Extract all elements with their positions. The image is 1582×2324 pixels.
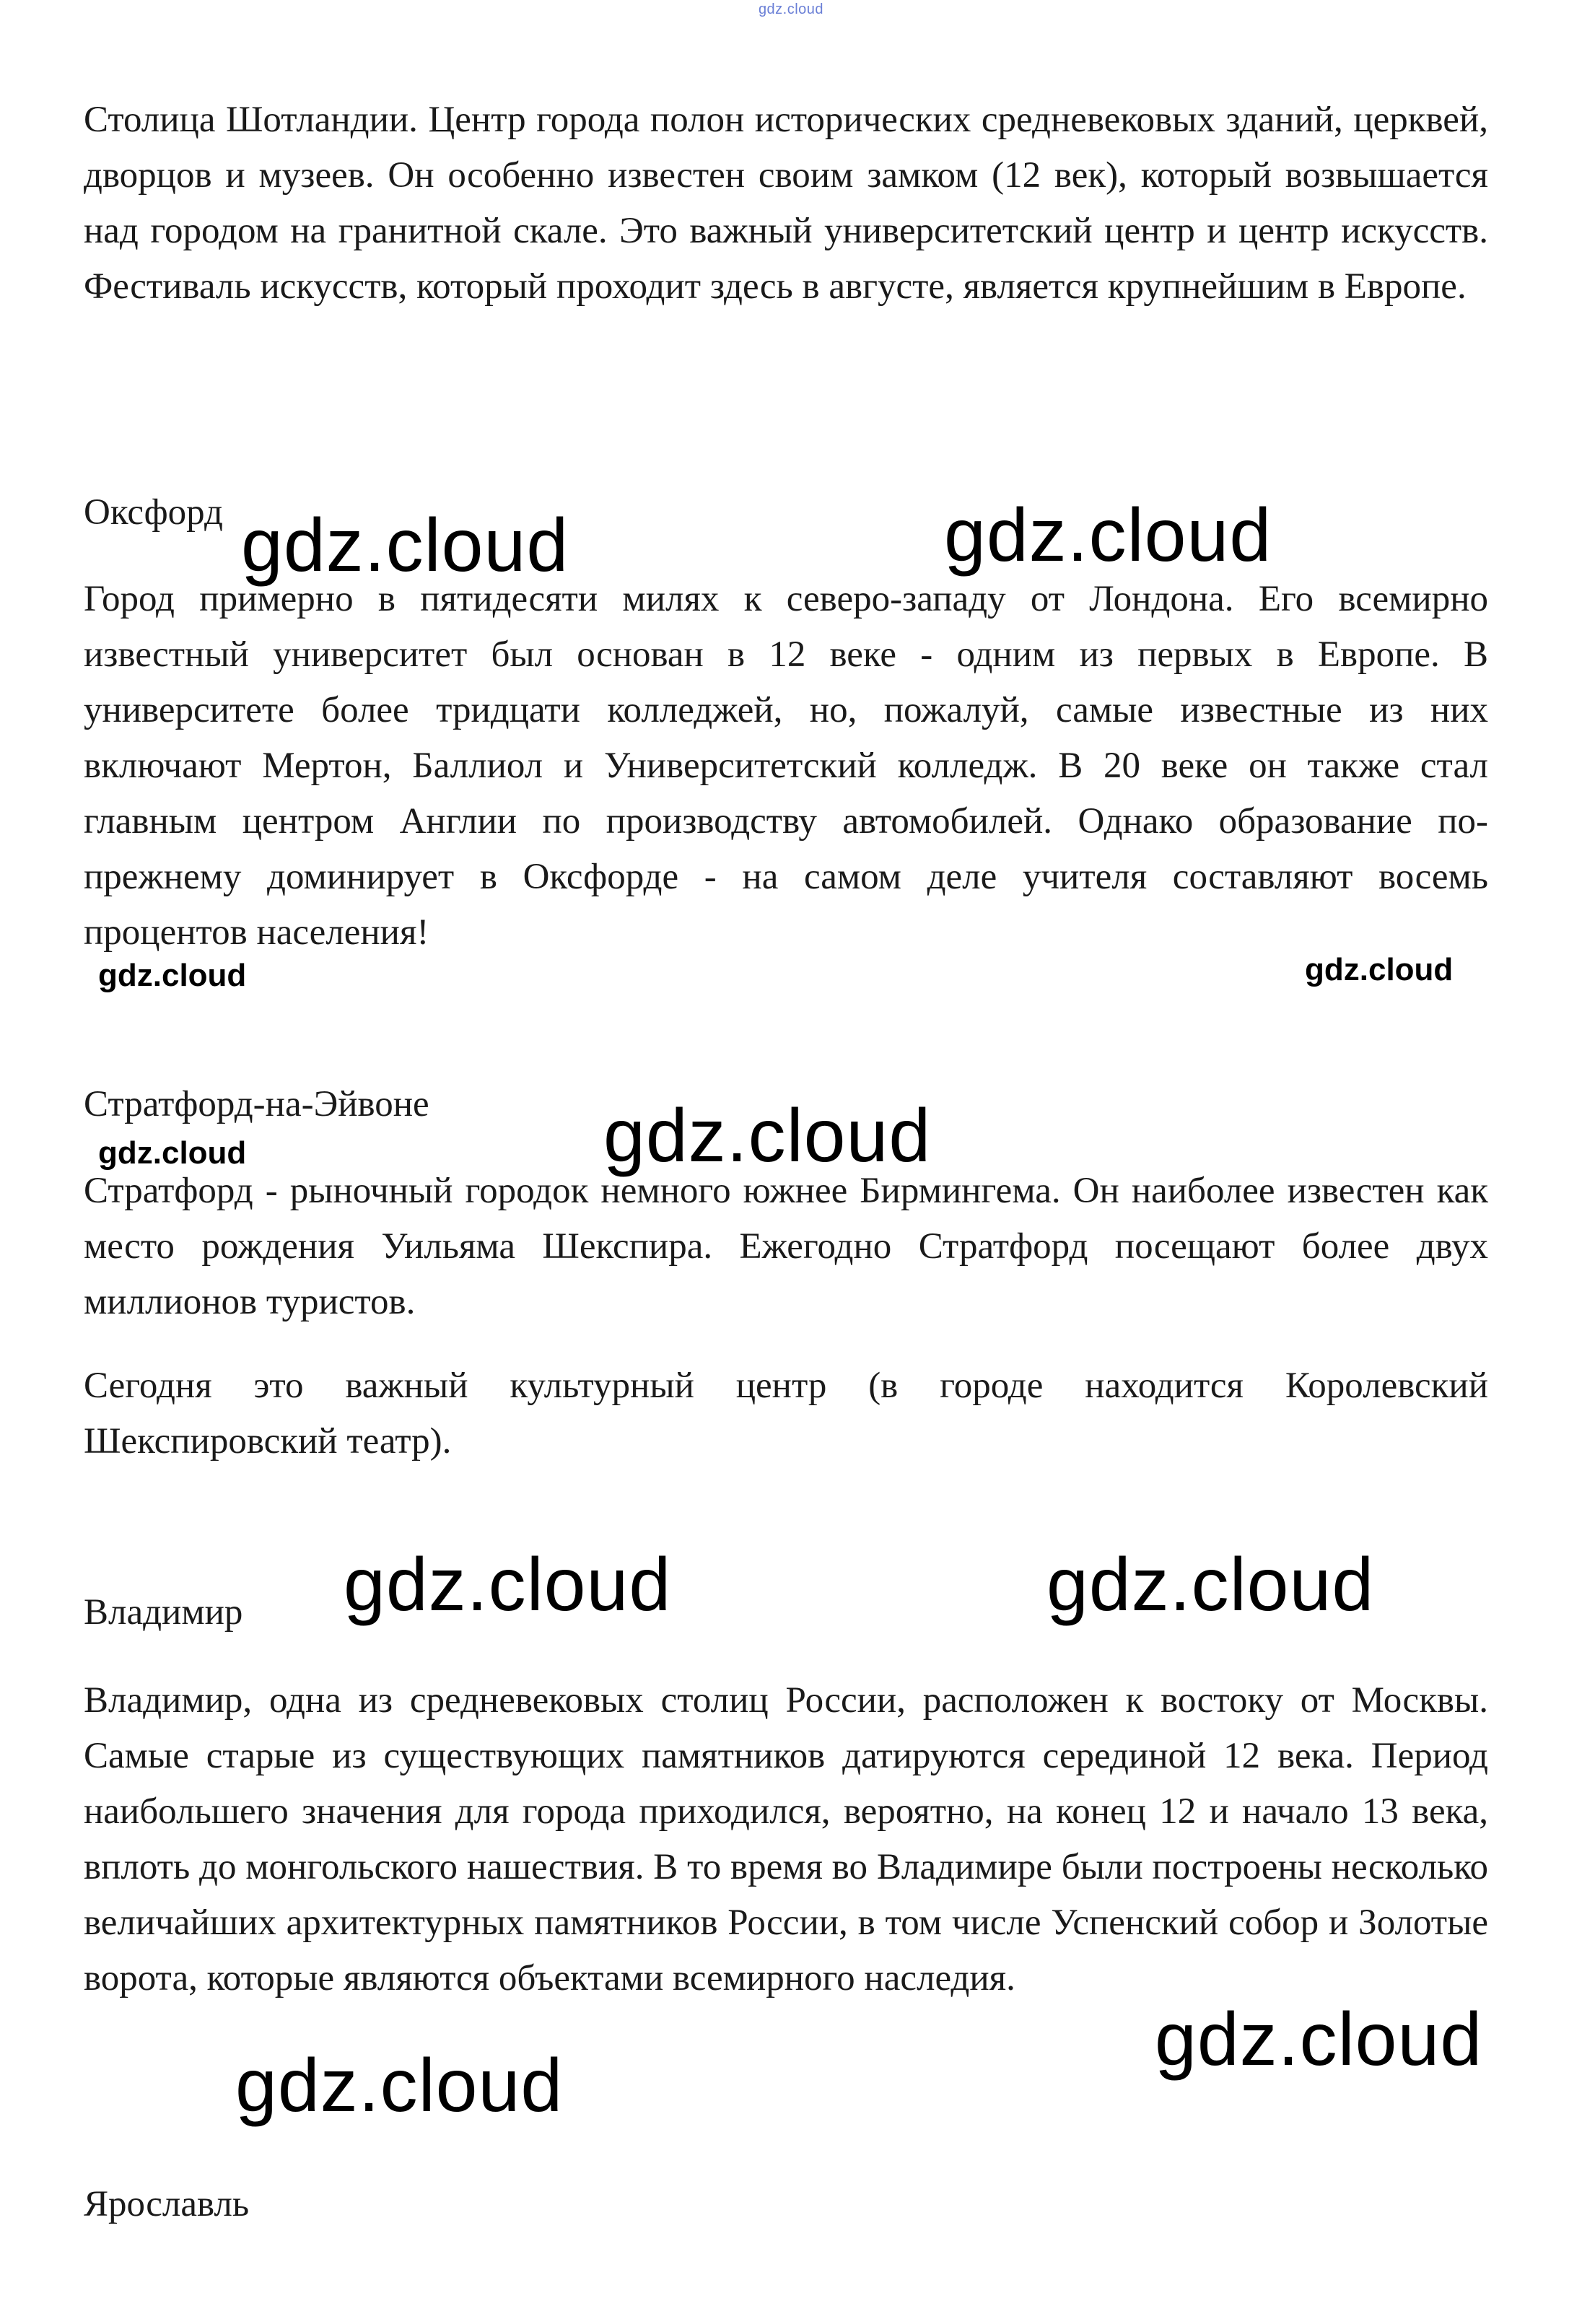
top-watermark: gdz.cloud (758, 1, 824, 17)
watermark: gdz.cloud (1305, 952, 1454, 987)
watermark: gdz.cloud (98, 958, 247, 993)
vladimir-paragraph: Владимир, одна из средневековых столиц России, расположен к востоку от Москвы. Самые старые из существующих памятников датируются серединой 12 века. Период наибольшего значения для города приходился, вероятно, на конец 12 и начало 13 века, вплоть до монгольского нашествия. В то время во Владимире были построены несколько величайших архитектурных памятников России, в том числе Успенский собор и Золотые ворота, которые являются объектами всемирного наследия. (84, 1680, 1488, 1998)
watermark: gdz.cloud (98, 1135, 247, 1171)
watermark: gdz.cloud (603, 1094, 932, 1178)
vladimir-heading: Владимир (84, 1592, 243, 1633)
stratford-paragraph: Стратфорд - рыночный городок немного южнее Бирмингема. Он наиболее известен как место рождения Уильяма Шекспира. Ежегодно Стратфорд посещают более двух миллионов туристов. (84, 1171, 1488, 1322)
yaroslavl-heading: Ярославль (84, 2184, 250, 2224)
stratford-paragraph-2: Сегодня это важный культурный центр (в городе находится Королевский Шекспировский театр). (84, 1366, 1488, 1462)
watermark: gdz.cloud (241, 504, 569, 587)
watermark: gdz.cloud (235, 2044, 564, 2128)
watermark: gdz.cloud (344, 1543, 672, 1627)
oxford-paragraph: Город примерно в пятидесяти милях к северо-западу от Лондона. Его всемирно известный университет был основан в 12 веке - одним из первых в Европе. В университете более тридцати колледжей, но, пожалуй, самые известные из них включают Мертон, Баллиол и Университетский колледж. В 20 веке он также стал главным центром Англии по производству автомобилей. Однако образование по-прежнему доминирует в Оксфорде - на самом деле учителя составляют восемь процентов населения! (84, 579, 1488, 953)
edinburgh-paragraph: Столица Шотландии. Центр города полон исторических средневековых зданий, церквей, дворцов и музеев. Он особенно известен своим замком (12 век), который возвышается над городом на гранитной скале. Это важный университетский центр и центр искусств. Фестиваль искусств, который проходит здесь в августе, является крупнейшим в Европе. (84, 100, 1488, 307)
watermark: gdz.cloud (1155, 1998, 1483, 2081)
watermark: gdz.cloud (1046, 1543, 1375, 1627)
stratford-heading: Стратфорд-на-Эйвоне (84, 1084, 429, 1124)
watermark: gdz.cloud (944, 494, 1272, 577)
oxford-heading: Оксфорд (84, 492, 223, 533)
